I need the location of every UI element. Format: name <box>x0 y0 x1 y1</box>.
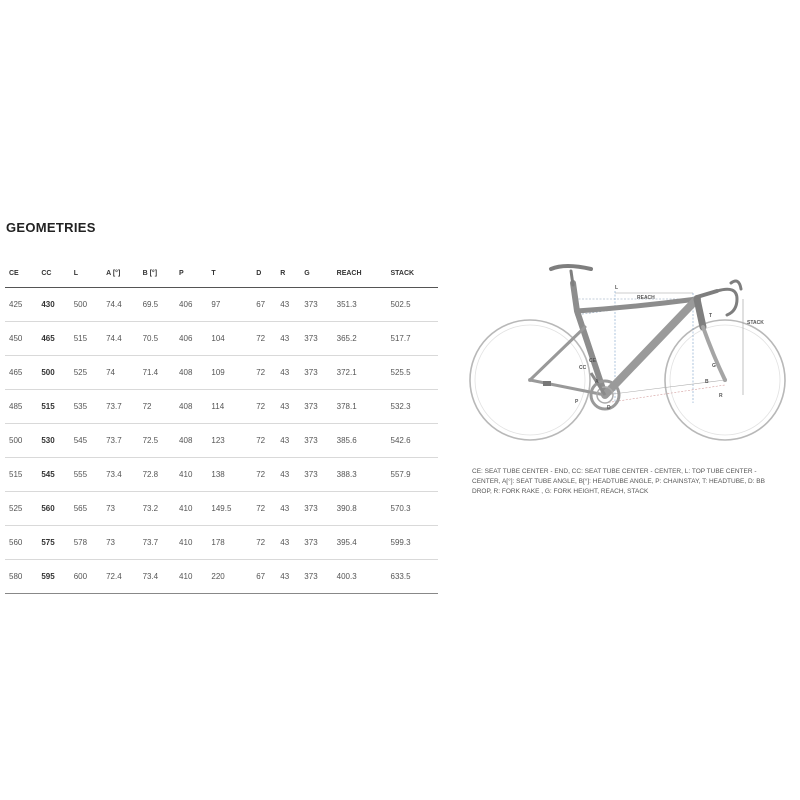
table-cell: 535 <box>70 390 102 424</box>
label-ce: CE <box>589 358 596 364</box>
column-header: T <box>207 260 252 288</box>
table-cell: 465 <box>5 356 37 390</box>
table-cell: 406 <box>175 322 207 356</box>
table-cell: 600 <box>70 560 102 594</box>
table-cell: 138 <box>207 458 252 492</box>
table-cell: 43 <box>276 356 300 390</box>
table-cell: 69.5 <box>139 288 175 322</box>
label-reach: REACH <box>637 295 655 301</box>
table-cell: 104 <box>207 322 252 356</box>
table-row <box>5 390 438 424</box>
table-cell: 580 <box>5 560 37 594</box>
column-header: L <box>70 260 102 288</box>
table-cell: 515 <box>70 322 102 356</box>
table-cell: 373 <box>300 288 332 322</box>
table-cell: 351.3 <box>333 288 387 322</box>
page-title: GEOMETRIES <box>6 220 96 235</box>
table-cell: 525 <box>70 356 102 390</box>
table-cell: 545 <box>70 424 102 458</box>
table-cell: 373 <box>300 424 332 458</box>
table-cell: 72 <box>252 424 276 458</box>
column-header: B [°] <box>139 260 175 288</box>
table-row <box>5 424 438 458</box>
table-cell: 73.7 <box>102 424 138 458</box>
table-cell: 378.1 <box>333 390 387 424</box>
table-cell: 70.5 <box>139 322 175 356</box>
column-header: R <box>276 260 300 288</box>
table-cell: 373 <box>300 458 332 492</box>
table-cell: 74.4 <box>102 322 138 356</box>
table-cell: 97 <box>207 288 252 322</box>
table-cell: 565 <box>70 492 102 526</box>
table-cell: 74 <box>102 356 138 390</box>
table-cell: 373 <box>300 560 332 594</box>
table-cell: 43 <box>276 458 300 492</box>
table-cell: 72 <box>252 458 276 492</box>
table-cell: 408 <box>175 390 207 424</box>
table-row <box>5 322 438 356</box>
label-cc: CC <box>579 365 587 371</box>
table-row <box>5 356 438 390</box>
table-cell: 43 <box>276 526 300 560</box>
table-cell: 373 <box>300 390 332 424</box>
table-cell: 485 <box>5 390 37 424</box>
table-row <box>5 492 438 526</box>
table-cell: 73 <box>102 526 138 560</box>
table-cell: 500 <box>70 288 102 322</box>
table-cell: 450 <box>5 322 37 356</box>
table-cell: 73.4 <box>139 560 175 594</box>
table-cell: 410 <box>175 492 207 526</box>
table-cell: 388.3 <box>333 458 387 492</box>
table-cell: 373 <box>300 526 332 560</box>
table-cell: 430 <box>37 288 69 322</box>
table-cell: 515 <box>5 458 37 492</box>
table-cell: 410 <box>175 526 207 560</box>
table-cell: 599.3 <box>387 526 439 560</box>
table-cell: 365.2 <box>333 322 387 356</box>
column-header: P <box>175 260 207 288</box>
table-cell: 410 <box>175 458 207 492</box>
table-cell: 465 <box>37 322 69 356</box>
table-cell: 408 <box>175 424 207 458</box>
table-row <box>5 560 438 594</box>
table-header-row <box>5 260 438 288</box>
table-row <box>5 458 438 492</box>
table-cell: 67 <box>252 560 276 594</box>
table-cell: 373 <box>300 492 332 526</box>
table-cell: 67 <box>252 288 276 322</box>
diagram-caption: CE: SEAT TUBE CENTER - END, CC: SEAT TUBE CENTER - CENTER, L: TOP TUBE CENTER - CENTER, A[°]: SEAT TUBE ANGLE, B[°]: HEADTUBE ANGLE, P: CHAINSTAY, T: HEADTUBE, D: BB DROP, R: FORK RAKE , G: FORK HEIGHT, REACH, STACK <box>472 468 765 495</box>
table-cell: 178 <box>207 526 252 560</box>
table-cell: 72 <box>252 492 276 526</box>
table-cell: 72.5 <box>139 424 175 458</box>
table-cell: 390.8 <box>333 492 387 526</box>
table-cell: 425 <box>5 288 37 322</box>
table-cell: 73.4 <box>102 458 138 492</box>
table-cell: 555 <box>70 458 102 492</box>
table-cell: 525.5 <box>387 356 439 390</box>
geometry-table-body <box>5 288 438 594</box>
table-cell: 408 <box>175 356 207 390</box>
table-cell: 109 <box>207 356 252 390</box>
column-header: G <box>300 260 332 288</box>
bike-geometry-diagram <box>465 255 795 465</box>
table-cell: 72 <box>252 526 276 560</box>
column-header: CE <box>5 260 37 288</box>
label-stack: STACK <box>747 320 764 326</box>
label-l: L <box>615 285 619 291</box>
label-d: D <box>607 405 611 411</box>
table-cell: 532.3 <box>387 390 439 424</box>
table-cell: 545 <box>37 458 69 492</box>
label-p: P <box>575 399 579 405</box>
table-cell: 123 <box>207 424 252 458</box>
table-cell: 73.7 <box>102 390 138 424</box>
column-header: D <box>252 260 276 288</box>
label-g: G <box>712 363 716 369</box>
table-cell: 73.2 <box>139 492 175 526</box>
label-r: R <box>719 393 723 399</box>
table-cell: 73.7 <box>139 526 175 560</box>
label-t: T <box>709 313 713 319</box>
table-cell: 372.1 <box>333 356 387 390</box>
table-cell: 43 <box>276 288 300 322</box>
table-cell: 395.4 <box>333 526 387 560</box>
table-cell: 560 <box>37 492 69 526</box>
table-cell: 72 <box>252 390 276 424</box>
table-row <box>5 526 438 560</box>
geometry-table <box>5 260 438 594</box>
table-cell: 220 <box>207 560 252 594</box>
table-cell: 385.6 <box>333 424 387 458</box>
table-row <box>5 288 438 322</box>
table-cell: 557.9 <box>387 458 439 492</box>
table-cell: 114 <box>207 390 252 424</box>
table-cell: 633.5 <box>387 560 439 594</box>
column-header: REACH <box>333 260 387 288</box>
label-a: A <box>595 379 599 385</box>
table-cell: 525 <box>5 492 37 526</box>
table-cell: 560 <box>5 526 37 560</box>
table-cell: 73 <box>102 492 138 526</box>
table-cell: 515 <box>37 390 69 424</box>
table-cell: 43 <box>276 492 300 526</box>
table-cell: 43 <box>276 390 300 424</box>
frame <box>530 283 725 395</box>
column-header: CC <box>37 260 69 288</box>
table-cell: 43 <box>276 424 300 458</box>
column-header: STACK <box>387 260 439 288</box>
table-cell: 570.3 <box>387 492 439 526</box>
table-cell: 72 <box>252 356 276 390</box>
table-cell: 71.4 <box>139 356 175 390</box>
table-cell: 517.7 <box>387 322 439 356</box>
table-cell: 72 <box>139 390 175 424</box>
label-b: B <box>705 379 709 385</box>
table-cell: 595 <box>37 560 69 594</box>
table-cell: 500 <box>5 424 37 458</box>
table-cell: 400.3 <box>333 560 387 594</box>
table-cell: 578 <box>70 526 102 560</box>
table-cell: 149.5 <box>207 492 252 526</box>
table-cell: 43 <box>276 560 300 594</box>
table-cell: 406 <box>175 288 207 322</box>
table-cell: 43 <box>276 322 300 356</box>
table-cell: 530 <box>37 424 69 458</box>
table-cell: 74.4 <box>102 288 138 322</box>
column-header: A [°] <box>102 260 138 288</box>
table-cell: 542.6 <box>387 424 439 458</box>
table-cell: 502.5 <box>387 288 439 322</box>
table-cell: 373 <box>300 322 332 356</box>
table-cell: 72.8 <box>139 458 175 492</box>
table-cell: 500 <box>37 356 69 390</box>
table-cell: 410 <box>175 560 207 594</box>
table-cell: 72.4 <box>102 560 138 594</box>
table-cell: 373 <box>300 356 332 390</box>
table-cell: 575 <box>37 526 69 560</box>
table-cell: 72 <box>252 322 276 356</box>
